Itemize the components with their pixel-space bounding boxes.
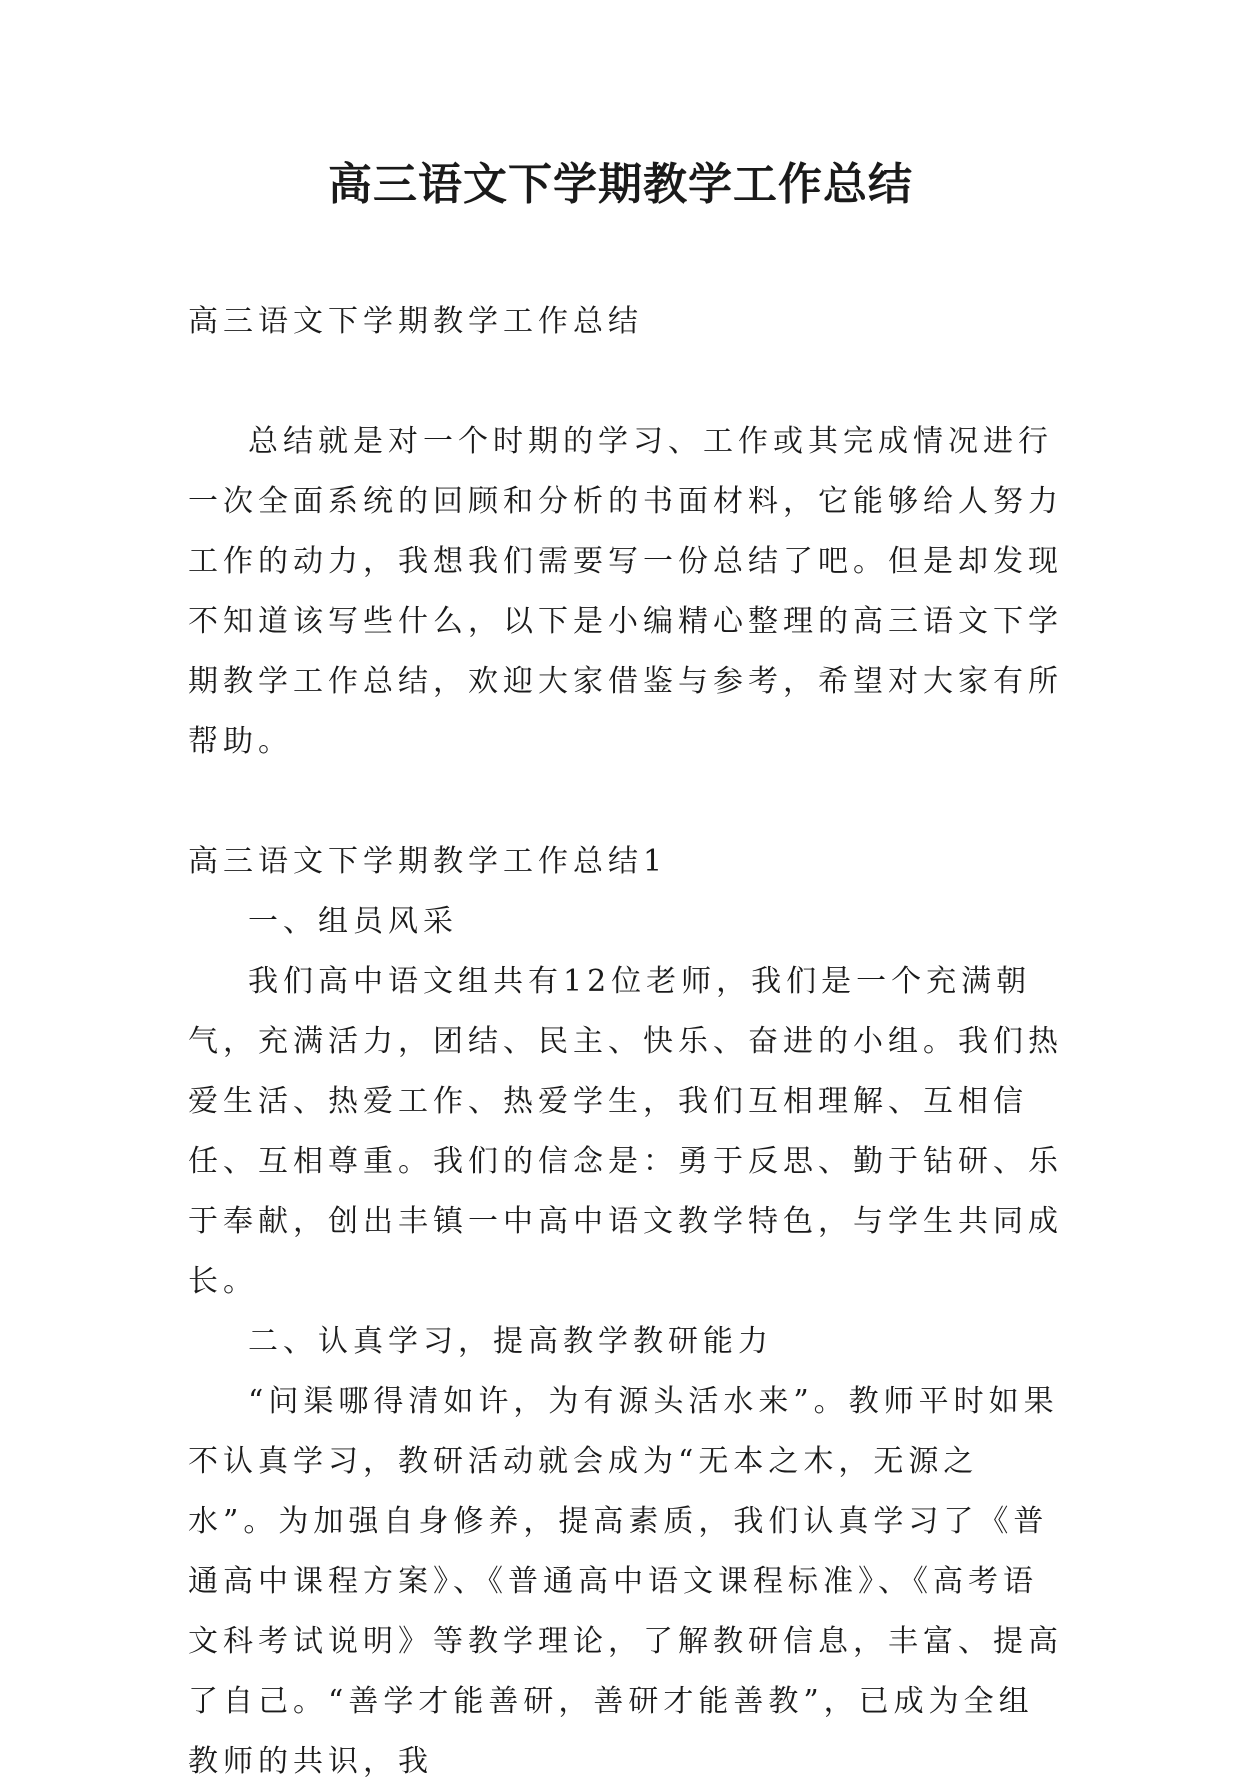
document-title: 高三语文下学期教学工作总结: [328, 159, 913, 210]
heading-study: 二、认真学习，提高教学教研能力: [248, 1324, 773, 1359]
document-body: [188, 292, 1068, 1792]
spacer: [188, 772, 1068, 832]
document-subtitle: 高三语文下学期教学工作总结: [188, 304, 643, 339]
members-paragraph: 我们高中语文组共有12位老师，我们是一个充满朝气，充满活力，团结、民主、快乐、奋进的小组。我们热爱生活、热爱工作、热爱学生，我们互相理解、互相信任、互相尊重。我们的信念是：勇于反思、勤于钻研、乐于奉献，创出丰镇一中高中语文教学特色，与学生共同成长。: [188, 964, 1063, 1299]
spacer: [188, 352, 1068, 412]
heading-members: 一、组员风采: [248, 904, 458, 939]
intro-paragraph: 总结就是对一个时期的学习、工作或其完成情况进行一次全面系统的回顾和分析的书面材料，它能够给人努力工作的动力，我想我们需要写一份总结了吧。但是却发现不知道该写些什么，以下是小编精心整理的高三语文下学期教学工作总结，欢迎大家借鉴与参考，希望对大家有所帮助。: [188, 424, 1063, 759]
section-title: 高三语文下学期教学工作总结1: [188, 844, 668, 879]
study-paragraph: “问渠哪得清如许，为有源头活水来”。教师平时如果不认真学习，教研活动就会成为“无本之木，无源之水”。为加强自身修养，提高素质，我们认真学习了《普通高中课程方案》、《普通高中语文课程标准》、《高考语文科考试说明》等教学理论，了解教研信息，丰富、提高了自己。“善学才能善研，善研才能善教”，已成为全组教师的共识，我: [188, 1384, 1063, 1779]
